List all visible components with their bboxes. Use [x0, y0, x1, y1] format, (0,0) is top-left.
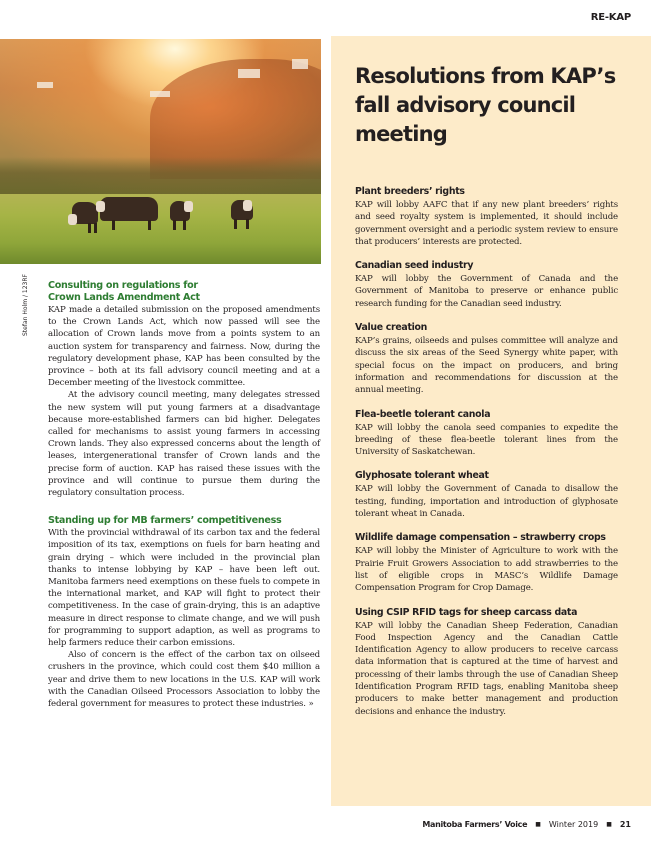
resolution-body: KAP will lobby the canola seed companies to expedite the breeding of these flea-beetle tolerant lines from the University of Saskatchewan. [355, 422, 618, 458]
resolution-body: KAP will lobby the Government of Canada to disallow the testing, funding, importation and introduction of glyphosate tolerant wheat in Canada. [355, 484, 618, 520]
photo-credit: Stefan Holm / 123RF [22, 274, 29, 336]
resolution-heading: Value creation [355, 322, 428, 334]
cow [170, 201, 190, 221]
resolution-body: KAP will lobby the Canadian Sheep Federation, Canadian Food Inspection Agency and the Canadian Cattle Identification Agency to allow producers to receive carcass data information that is captured at the time of harvest and processing of their lambs through the use of Canadian Sheep Identification Program RFID tags, enabling Manitoba sheep producers to make better management and production decisions and enhance the industry. [355, 620, 618, 717]
resolution-item [355, 186, 618, 248]
left-column [48, 280, 320, 726]
paragraph: Also of concern is the effect of the carbon tax on oilseed crushers in the province, which could cost them $40 million a year and drive them to new locations in the U.S. KAP will work with the Canadian Oilseed Processors Association to lobby the federal government for measures to protect these industries. » [48, 650, 320, 710]
article-section-crown-lands [48, 280, 320, 499]
resolution-heading: Using CSIP RFID tags for sheep carcass data [355, 606, 578, 618]
resolution-item [355, 322, 618, 396]
resolution-item [355, 409, 618, 459]
photo-house [37, 82, 53, 88]
cow [100, 197, 158, 221]
resolutions-list [355, 186, 618, 730]
publication-name: Manitoba Farmers’ Voice [422, 820, 528, 829]
section-heading: Standing up for MB farmers’ competitiveness [48, 515, 282, 527]
resolution-body: KAP will lobby the Government of Canada and the Government of Manitoba to preserve or enhance public research funding for the Canadian seed industry. [355, 274, 618, 309]
paragraph: With the provincial withdrawal of its carbon tax and the federal imposition of its tax, exemptions on fuels for barn heating and grain drying – which were included in the provincial plan thanks to intense lobbying by KAP – have been left out. Manitoba farmers need exemptions on these fuels to compete in the international market, and KAP will fight to protect their competitiveness. In the case of grain-drying, this is an adaptive measure in direct response to climate change, and we will push for programming to support adaption, as well as programs to help farmers reduce their carbon emissions. [48, 528, 320, 649]
photo-house [150, 91, 170, 97]
separator-icon: ■ [606, 821, 612, 828]
photo-treeline [0, 157, 321, 197]
resolution-item [355, 470, 618, 520]
resolution-heading: Canadian seed industry [355, 260, 474, 272]
resolution-body: KAP’s grains, oilseeds and pulses committee will analyze and discuss the six areas of the Seed Synergy white paper, with special focus on the impact on producers, and bring information and recommendations for discussion at the annual meeting. [355, 336, 618, 396]
paragraph: KAP made a detailed submission on the proposed amendments to the Crown Lands Act, which now passed will see the allocation of Crown lands move from a points system to an auction system for transparency and fairness. Now, during the regulatory development phase, KAP has been consulted by the province – both at its fall advisory council meeting and at a December meeting of the livestock committee. [48, 305, 320, 389]
article-section-competitiveness [48, 515, 320, 710]
resolution-item [355, 532, 618, 594]
page-number: 21 [619, 820, 631, 829]
cow [72, 202, 98, 224]
cattle-photo [0, 39, 321, 264]
resolution-body: KAP will lobby AAFC that if any new plant breeders’ rights and seed royalty system is implemented, it should include government oversight and a periodic system review to ensure that producers’ interests are protected. [355, 200, 618, 247]
resolution-heading: Flea-beetle tolerant canola [355, 408, 491, 420]
issue-date: Winter 2019 [548, 820, 599, 829]
photo-house [238, 69, 260, 78]
resolution-heading: Plant breeders’ rights [355, 186, 465, 197]
photo-house [292, 59, 308, 69]
section-heading: Consulting on regulations for Crown Lands Amendment Act [48, 280, 200, 303]
section-tag: RE-KAP [590, 12, 631, 23]
resolution-heading: Glyphosate tolerant wheat [355, 470, 489, 482]
page-footer [422, 820, 631, 829]
cow [231, 200, 253, 220]
resolution-heading: Wildlife damage compensation – strawberry crops [355, 532, 606, 544]
photo-field [0, 194, 321, 264]
resolution-item [355, 607, 618, 718]
resolution-body: KAP will lobby the Minister of Agriculture to work with the Prairie Fruit Growers Association to add strawberries to the list of eligible crops in MASC’s Wildlife Damage Compensation Program for Crop Damage. [355, 546, 618, 594]
resolutions-sidebar [331, 36, 651, 806]
sidebar-title: Resolutions from KAP’s fall advisory council meeting [355, 64, 616, 146]
separator-icon: ■ [535, 821, 541, 828]
resolution-item [355, 260, 618, 310]
paragraph: At the advisory council meeting, many delegates stressed the new system will put young farmers at a disadvantage because more-established farmers can bid higher. Delegates called for mechanisms to assist young farmers in accessing Crown lands. They also expressed concerns about the length of leases, intergenerational transfer of Crown lands and the precise form of auction. KAP has raised these issues with the province and will continue to pursue them during the regulatory consultation process. [48, 390, 320, 499]
